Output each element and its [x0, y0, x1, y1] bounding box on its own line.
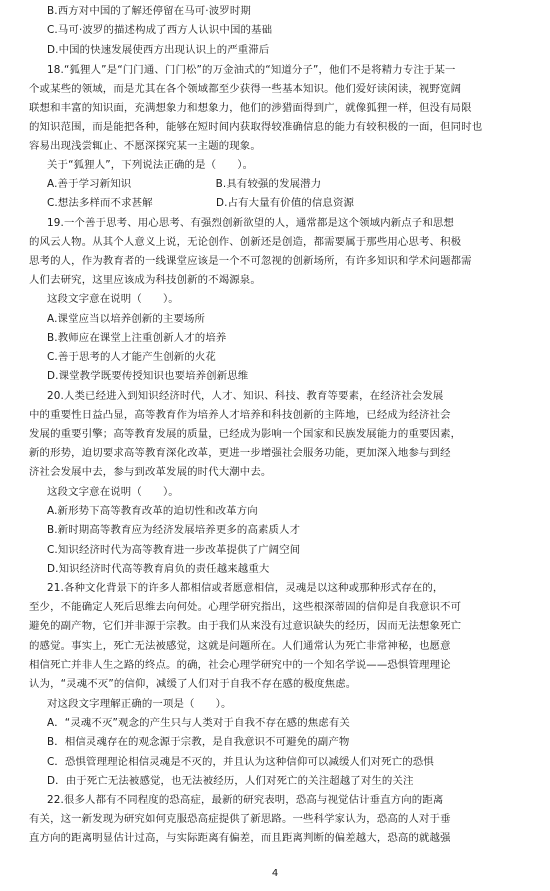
text-line: 济社会发展中去，参与到改革发展的时代大潮中去。 [29, 466, 272, 478]
question-20-option-b: B.新时期高等教育应为经济发展培养更多的高素质人才 [47, 524, 301, 536]
question-20-prompt: 这段文字意在说明（ ）。 [47, 486, 179, 498]
text-line: 相信死亡并非人生之路的终点。的确，社会心理学研究中的一个知名学说——恐惧管理理论 [29, 659, 451, 671]
text-line: 避免的副产物，它们并非源于宗教。由于我们从来没有过意识缺失的经历，因而无法想象死亡 [29, 620, 462, 632]
text-line: 的知识范围，而是能把各种，能够在短时间内获取得较准确信息的能力有较积极的一面，但同时也 [29, 121, 483, 133]
question-19-option-c: C.善于思考的人才能产生创新的火花 [47, 351, 216, 363]
text-line: 容易出现浅尝辄止、不愿深探究某一主题的现象。 [29, 140, 261, 152]
question-18-options-cd: C.想法多样而不求甚解 D.占有大量有价值的信息资源 [47, 197, 355, 209]
page-number: 4 [271, 868, 279, 879]
question-20-option-d: D.知识经济时代高等教育肩负的责任越来越重大 [47, 563, 270, 575]
question-18-prompt: 关于“狐狸人”，下列说法正确的是（ ）。 [47, 159, 254, 171]
question-19-option-d: D.课堂教学既要传授知识也要培养创新思维 [47, 370, 249, 382]
text-line: 的风云人物。从其个人意义上说，无论创作、创新还是创造，都需要属于那些用心思考、积极 [29, 236, 462, 248]
question-19-prompt: 这段文字意在说明（ ）。 [47, 293, 179, 305]
text-line: 中的重要性日益凸显，高等教育作为培养人才培养和科技创新的主阵地，已经成为经济社会 [29, 409, 451, 421]
question-21-option-d: D．由于死亡无法被感觉，也无法被经历，人们对死亡的关注超越了对生的关注 [47, 775, 414, 787]
text-line: 新的形势，迫切要求高等教育深化改革，更进一步增强社会服务功能，更加深入地参与到经 [29, 447, 451, 459]
question-19-stem: 19.一个善于思考、用心思考、有强烈创新欲望的人，通常都是这个领域内新点子和思想 [47, 217, 454, 229]
question-18-stem: 18.“狐狸人”是“门门通、门门松”的万金油式的“知道分子”，他们不是将精力专注于某一 [47, 64, 456, 76]
question-18-options-ab: A.善于学习新知识 B.具有较强的发展潜力 [47, 178, 322, 190]
text-line: 有关，这一新发现为研究如何克服恐高症提供了新思路。一些科学家认为，恐高的人对于垂 [29, 813, 451, 825]
question-21-stem: 21.各种文化背景下的许多人都相信或者愿意相信，灵魂是以这种或那种形式存在的， [47, 582, 444, 594]
text-line: C.马可·波罗的描述构成了西方人认识中国的基础 [47, 24, 273, 36]
text-line: 的感觉。事实上，死亡无法被感觉，这就是问题所在。人们通常认为死亡非常神秘，也愿意 [29, 640, 451, 652]
text-line: B.西方对中国的了解还停留在马可·波罗时期 [47, 5, 251, 17]
text-line: 人们去研究，这里应该成为科技创新的不竭源泉。 [29, 274, 261, 286]
text-line: 个或某些的领域，而是尤其在各个领域都至少获得一些基本知识。他们爱好读闲读，视野宽阔 [29, 83, 462, 95]
text-line: 直方向的距离明显估计过高，与实际距离有偏差，而且距离判断的偏差越大，恐高的就越强 [29, 832, 451, 844]
question-21-prompt: 对这段文字理解正确的一项是（ ）。 [47, 698, 232, 710]
question-21-option-b: B．相信灵魂存在的观念源于宗教，是自我意识不可避免的副产物 [47, 736, 350, 748]
question-20-option-a: A.新形势下高等教育改革的迫切性和改革方向 [47, 505, 258, 517]
question-20-stem: 20.人类已经进入到知识经济时代，人才、知识、科技、教育等要素，在经济社会发展 [47, 390, 444, 402]
question-21-option-a: A．“灵魂不灭”观念的产生只与人类对于自我不存在感的焦虑有关 [47, 717, 350, 729]
text-line: D.中国的快速发展使西方出现认识上的严重滞后 [47, 44, 270, 56]
text-line: 认为，“灵魂不灭”的信仰，减缓了人们对于自我不存在感的极度焦虑。 [29, 678, 357, 690]
question-19-option-a: A.课堂应当以培养创新的主要场所 [47, 313, 206, 325]
text-line: 至少，不能确定人死后思维去向何处。心理学研究指出，这些根深蒂固的信仰是自我意识不可 [29, 601, 462, 613]
question-22-stem: 22.很多人都有不同程度的恐高症，最新的研究表明，恐高与视觉估计垂直方向的距离 [47, 794, 444, 806]
text-line: 发展的重要引擎；高等教育发展的质量，已经成为影响一个国家和民族发展能力的重要因素， [29, 428, 462, 440]
question-21-option-c: C．恐惧管理理论相信灵魂是不灭的，并且认为这种信仰可以减缓人们对死亡的恐惧 [47, 756, 434, 768]
question-20-option-c: C.知识经济时代为高等教育进一步改革提供了广阔空间 [47, 544, 301, 556]
text-line: 联想和丰富的知识面，充满想象力和想象力，他们的涉猎面得到广，就像狐狸一样，但没有局限 [29, 102, 472, 114]
text-line: 思考的人，作为教育者的一线课堂应该是一个不可忽视的创新场所，有许多知识和学术问题都需 [29, 255, 472, 267]
question-19-option-b: B.教师应在课堂上注重创新人才的培养 [47, 332, 227, 344]
